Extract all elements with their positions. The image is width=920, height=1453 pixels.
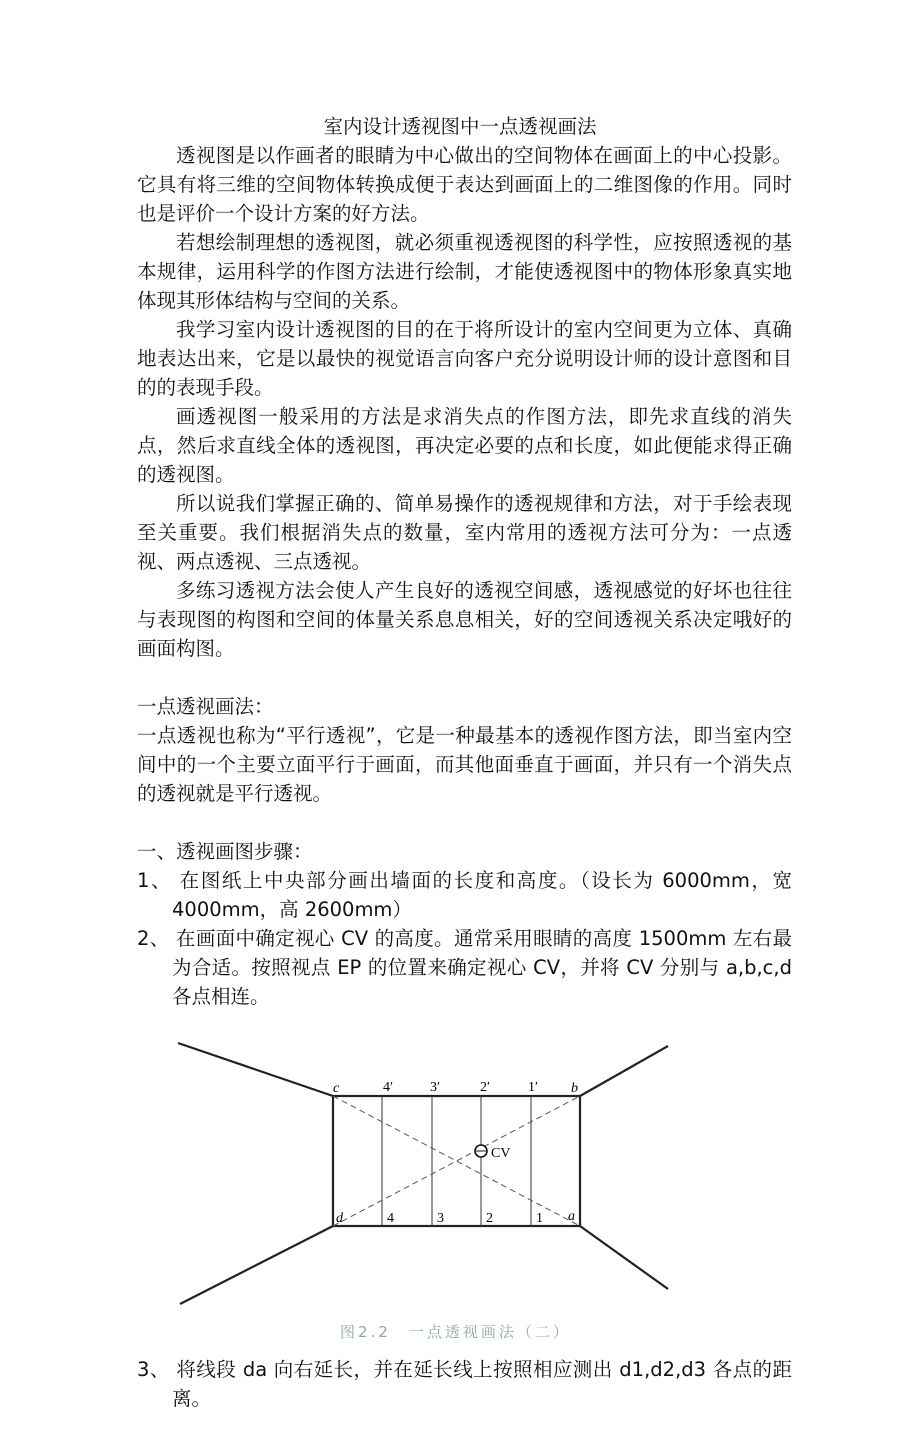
top-mark-label: 2′ [480,1080,491,1095]
paragraph: 我学习室内设计透视图的目的在于将所设计的室内空间更为立体、真确地表达出来，它是以最快的视觉语言向客户充分说明设计师的设计意图和目的的表现手段。 [137,318,792,399]
cv-label: CV [491,1146,511,1161]
top-mark-label: 4′ [383,1080,394,1095]
section-heading: 一点透视画法： [137,695,274,718]
document-title: 室内设计透视图中一点透视画法 [323,115,597,138]
steps-heading: 一、透视画图步骤： [137,840,313,863]
wall-line [580,1046,668,1096]
section-text: 一点透视也称为“平行透视”，它是一种最基本的透视作图方法，即当室内空间中的一个主要立面平行于画面，而其他面垂直于画面，并只有一个消失点的透视就是平行透视。 [137,724,792,805]
point-label-b: b [571,1081,578,1096]
bottom-mark-label: 3 [437,1211,444,1226]
step-item: 3、 将线段 da 向右延长，并在延长线上按照相应测出 d1,d2,d3 各点的距离。 [137,1358,792,1410]
intro-section [137,141,792,663]
paragraph: 多练习透视方法会使人产生良好的透视空间感，透视感觉的好坏也往往与表现图的构图和空间的体量关系息息相关，好的空间透视关系决定哦好的画面构图。 [137,579,792,660]
one-point-section [137,692,792,1011]
paragraph: 透视图是以作画者的眼睛为中心做出的空间物体在画面上的中心投影。它具有将三维的空间物体转换成便于表达到画面上的二维图像的作用。同时也是评价一个设计方案的好方法。 [137,144,792,225]
top-mark-label: 3′ [430,1080,441,1095]
paragraph: 若想绘制理想的透视图，就必须重视透视图的科学性，应按照透视的基本规律，运用科学的作图方法进行绘制，才能使透视图中的物体形象真实地体现其形体结构与空间的关系。 [137,231,792,312]
figure-caption: 图2.2 一点透视画法（二） [340,1323,571,1341]
point-label-c: c [333,1081,340,1096]
paragraph: 画透视图一般采用的方法是求消失点的作图方法，即先求直线的消失点，然后求直线全体的透视图，再决定必要的点和长度，如此便能求得正确的透视图。 [137,405,792,486]
wall-line [178,1043,333,1096]
bottom-mark-label: 4 [387,1211,394,1226]
wall-line [180,1226,333,1304]
step-item: 1、 在图纸上中央部分画出墙面的长度和高度。（设长为 6000mm，宽 4000mm，高 2600mm） [137,869,792,921]
point-label-d: d [336,1211,343,1226]
point-label-a: a [568,1209,575,1224]
bottom-mark-label: 1 [536,1211,543,1226]
figure-container [0,1021,920,1321]
top-mark-label: 1′ [528,1080,539,1095]
bottom-mark-label: 2 [486,1211,493,1226]
perspective-diagram [0,1021,920,1321]
wall-line [580,1226,668,1289]
step-3-block [137,1355,792,1413]
paragraph: 所以说我们掌握正确的、简单易操作的透视规律和方法，对于手绘表现至关重要。我们根据消失点的数量，室内常用的透视方法可分为：一点透视、两点透视、三点透视。 [137,492,792,573]
step-item: 2、 在画面中确定视心 CV 的高度。通常采用眼睛的高度 1500mm 左右最为合适。按照视点 EP 的位置来确定视心 CV，并将 CV 分别与 a,b,c,d 各点相连。 [137,927,792,1008]
